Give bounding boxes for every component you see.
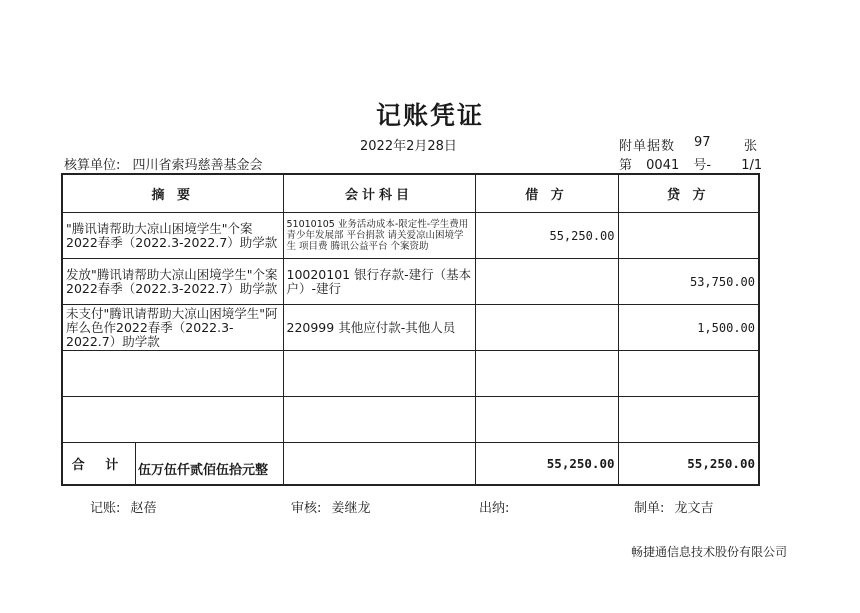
accounting-unit-name: 四川省索玛慈善基金会 bbox=[132, 158, 263, 173]
software-company: 畅捷通信息技术股份有限公司 bbox=[631, 545, 788, 559]
empty-cell bbox=[475, 351, 618, 397]
row-summary: "腾讯请帮助大凉山困境学生"个案2022春季（2022.3-2022.7）助学款 bbox=[62, 213, 283, 259]
empty-cell bbox=[62, 397, 283, 443]
row-credit: 53,750.00 bbox=[618, 259, 759, 305]
attachment-label: 附单据数 bbox=[619, 139, 676, 154]
row-credit: 1,500.00 bbox=[618, 305, 759, 351]
total-credit: 55,250.00 bbox=[618, 443, 759, 486]
empty-cell bbox=[618, 397, 759, 443]
reviewer bbox=[291, 497, 371, 516]
row-account: 10020101 银行存款-建行（基本户）-建行 bbox=[283, 259, 475, 305]
bookkeeper-name: 赵蓓 bbox=[130, 501, 157, 516]
cashier-label: 出纳: bbox=[479, 501, 510, 516]
table-row-empty bbox=[62, 351, 759, 397]
voucher-no: 0041 bbox=[646, 158, 680, 173]
total-words bbox=[283, 443, 475, 486]
voucher-title: 记账凭证 bbox=[375, 101, 484, 130]
header-summary: 摘 要 bbox=[62, 174, 283, 213]
table-row bbox=[62, 305, 759, 351]
row-account: 51010105 业务活动成本-限定性-学生费用 青少年发展部 平台捐款 请关爱凉山困境学生 项目费 腾讯公益平台 个案资助 bbox=[283, 213, 475, 259]
voucher-prefix: 第 bbox=[619, 158, 633, 173]
voucher-table bbox=[61, 173, 760, 486]
row-debit bbox=[475, 259, 618, 305]
preparer-name: 龙文吉 bbox=[674, 501, 714, 516]
bookkeeper bbox=[90, 497, 157, 516]
voucher-date: 2022年2月28日 bbox=[360, 139, 457, 154]
empty-cell bbox=[283, 351, 475, 397]
reviewer-name: 姜继龙 bbox=[331, 501, 371, 516]
table-row bbox=[62, 213, 759, 259]
row-summary: 发放"腾讯请帮助大凉山困境学生"个案2022春季（2022.3-2022.7）助学款 bbox=[62, 259, 283, 305]
bookkeeper-label: 记账: bbox=[90, 501, 121, 516]
attachment-unit: 张 bbox=[744, 139, 758, 154]
empty-cell bbox=[283, 397, 475, 443]
cashier bbox=[479, 497, 509, 516]
reviewer-label: 审核: bbox=[291, 501, 322, 516]
empty-cell bbox=[62, 351, 283, 397]
preparer bbox=[634, 497, 714, 516]
header-debit: 借 方 bbox=[475, 174, 618, 213]
accounting-unit-label: 核算单位: bbox=[64, 158, 121, 173]
accounting-unit bbox=[64, 154, 263, 173]
table-header-row bbox=[62, 174, 759, 213]
total-amount-in-words: 伍万伍仟贰佰伍拾元整 bbox=[138, 463, 269, 478]
empty-cell bbox=[618, 351, 759, 397]
preparer-label: 制单: bbox=[634, 501, 665, 516]
table-row bbox=[62, 259, 759, 305]
header-account: 会计科目 bbox=[283, 174, 475, 213]
voucher-page: 1/1 bbox=[741, 158, 763, 173]
row-debit: 55,250.00 bbox=[475, 213, 618, 259]
row-account: 220999 其他应付款-其他人员 bbox=[283, 305, 475, 351]
total-debit: 55,250.00 bbox=[475, 443, 618, 486]
voucher-suffix: 号- bbox=[693, 158, 712, 173]
row-credit bbox=[618, 213, 759, 259]
empty-cell bbox=[475, 397, 618, 443]
attachment-count: 97 bbox=[694, 135, 711, 150]
table-row-empty bbox=[62, 397, 759, 443]
voucher-number bbox=[619, 154, 762, 173]
row-summary: 未支付"腾讯请帮助大凉山困境学生"阿库么色作2022春季（2022.3-2022.7）助学款 bbox=[62, 305, 283, 351]
total-label: 合 计 bbox=[63, 443, 136, 484]
header-credit: 贷 方 bbox=[618, 174, 759, 213]
row-debit bbox=[475, 305, 618, 351]
